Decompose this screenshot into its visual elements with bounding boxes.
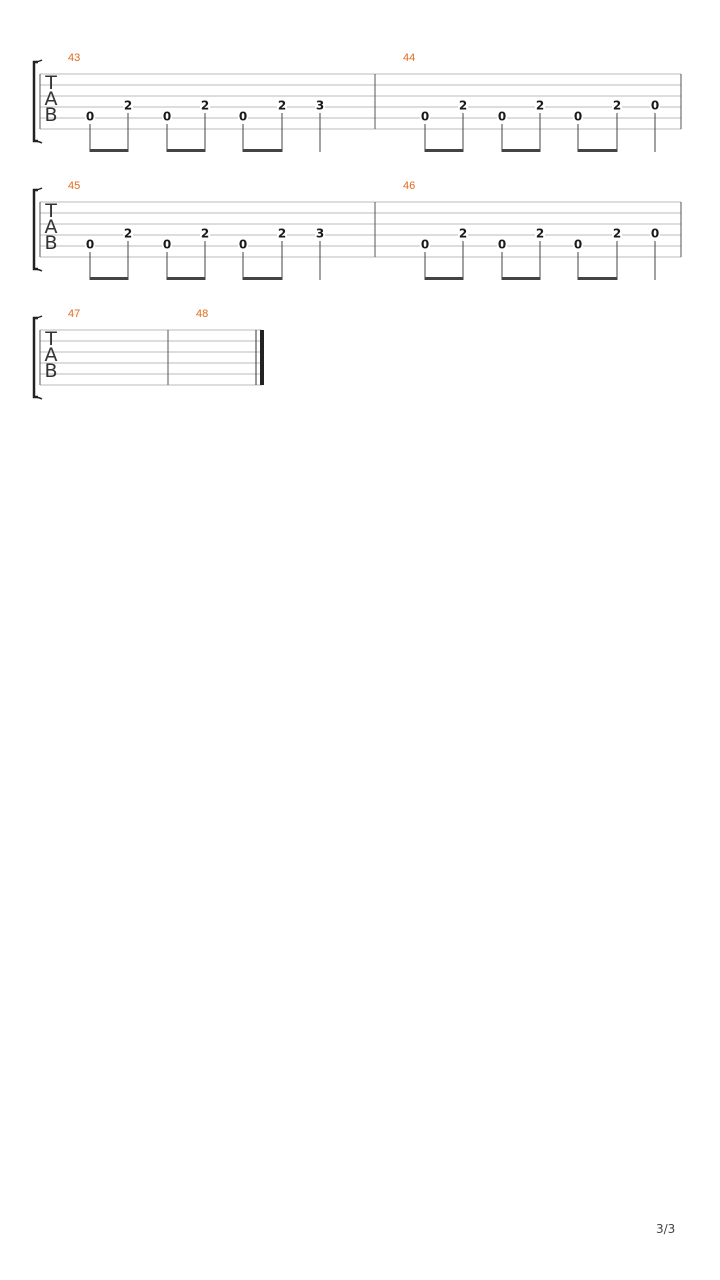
tab-system	[34, 308, 262, 399]
page-number: 3/3	[656, 1222, 676, 1236]
fret-number: 0	[650, 226, 660, 241]
measure-number: 45	[68, 180, 81, 192]
beam	[502, 149, 540, 152]
fret-number: 0	[238, 237, 248, 252]
fret-number: 0	[650, 98, 660, 113]
measure-number: 46	[403, 180, 416, 192]
fret-number: 3	[315, 98, 325, 113]
fret-number: 3	[315, 226, 325, 241]
beam	[578, 277, 617, 280]
fret-number: 0	[573, 237, 583, 252]
tab-system	[34, 180, 681, 280]
tab-clef-letter: A	[44, 216, 58, 238]
beam	[167, 277, 205, 280]
beam	[502, 277, 540, 280]
fret-number: 2	[277, 98, 287, 113]
fret-number: 2	[123, 98, 133, 113]
fret-number: 0	[497, 237, 507, 252]
beam	[90, 277, 128, 280]
fret-number: 0	[420, 237, 430, 252]
beam	[425, 149, 463, 152]
tab-clef-letter: A	[44, 344, 58, 366]
tab-system	[34, 52, 681, 152]
beam	[243, 277, 282, 280]
system-bracket	[34, 318, 38, 397]
tab-clef-letter: T	[45, 328, 57, 350]
fret-number: 2	[200, 98, 210, 113]
beam	[578, 149, 617, 152]
measure-number: 43	[68, 52, 81, 64]
tab-clef-letter: B	[44, 232, 58, 254]
measure-number: 48	[196, 308, 209, 320]
fret-number: 2	[458, 98, 468, 113]
fret-number: 0	[85, 109, 95, 124]
fret-number: 2	[612, 226, 622, 241]
fret-number: 2	[200, 226, 210, 241]
measure-number: 47	[68, 308, 81, 320]
tab-clef-letter: A	[44, 88, 58, 110]
fret-number: 0	[497, 109, 507, 124]
fret-number: 0	[162, 237, 172, 252]
fret-number: 2	[612, 98, 622, 113]
fret-number: 0	[573, 109, 583, 124]
tab-clef-letter: B	[44, 104, 58, 126]
beam	[243, 149, 282, 152]
fret-number: 0	[420, 109, 430, 124]
fret-number: 2	[458, 226, 468, 241]
beam	[90, 149, 128, 152]
fret-number: 0	[238, 109, 248, 124]
fret-number: 0	[85, 237, 95, 252]
fret-number: 2	[535, 226, 545, 241]
system-bracket	[34, 190, 38, 269]
fret-number: 2	[535, 98, 545, 113]
tab-clef-letter: T	[45, 72, 57, 94]
tab-clef-letter: B	[44, 360, 58, 382]
fret-number: 2	[277, 226, 287, 241]
fret-number: 0	[162, 109, 172, 124]
beam	[167, 149, 205, 152]
measure-number: 44	[403, 52, 416, 64]
tab-clef-letter: T	[45, 200, 57, 222]
fret-number: 2	[123, 226, 133, 241]
beam	[425, 277, 463, 280]
system-bracket	[34, 62, 38, 141]
